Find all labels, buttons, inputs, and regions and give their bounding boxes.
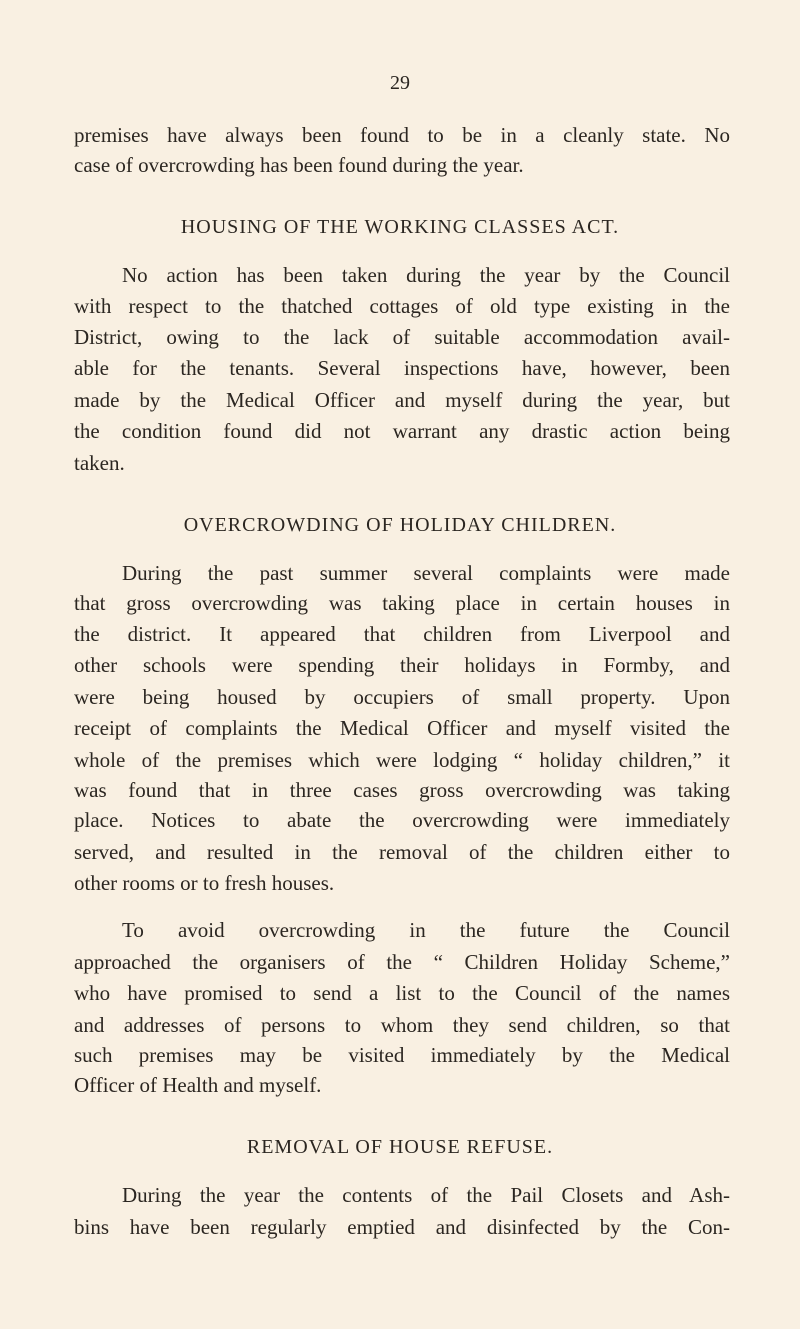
paragraph-line: able for the tenants. Several inspections have, however, been — [74, 356, 730, 380]
paragraph-line: District, owing to the lack of suitable accommodation avail- — [74, 325, 730, 349]
paragraph-line: and addresses of persons to whom they send children, so that — [74, 1013, 730, 1037]
paragraph-line: No action has been taken during the year by the Council — [122, 263, 730, 287]
paragraph-line: who have promised to send a list to the Council of the names — [74, 981, 730, 1005]
paragraph-line: Officer of Health and myself. — [74, 1073, 322, 1097]
paragraph-line: During the year the contents of the Pail Closets and Ash- — [122, 1183, 730, 1207]
paragraph-line: case of overcrowding has been found during the year. — [74, 153, 524, 177]
section-heading: REMOVAL OF HOUSE REFUSE. — [246, 1136, 554, 1158]
section-heading: HOUSING OF THE WORKING CLASSES ACT. — [180, 216, 620, 238]
paragraph-line: approached the organisers of the “ Children Holiday Scheme,” — [74, 950, 730, 974]
paragraph-line: premises have always been found to be in a cleanly state. No — [74, 123, 730, 147]
paragraph-line: was found that in three cases gross overcrowding was taking — [74, 778, 730, 802]
section-heading: OVERCROWDING OF HOLIDAY CHILDREN. — [183, 514, 617, 536]
paragraph-line: the condition found did not warrant any drastic action being — [74, 419, 730, 443]
paragraph-line: that gross overcrowding was taking place in certain houses in — [74, 591, 730, 615]
paragraph-line: bins have been regularly emptied and disinfected by the Con- — [74, 1215, 730, 1239]
paragraph-line: To avoid overcrowding in the future the Council — [122, 918, 730, 942]
paragraph-line: During the past summer several complaints were made — [122, 561, 730, 585]
paragraph-line: place. Notices to abate the overcrowding were immediately — [74, 808, 730, 832]
paragraph-line: receipt of complaints the Medical Officer and myself visited the — [74, 716, 730, 740]
page-number: 29 — [390, 72, 410, 94]
paragraph-line: whole of the premises which were lodging “ holiday children,” it — [74, 748, 730, 772]
paragraph-line: made by the Medical Officer and myself during the year, but — [74, 388, 730, 412]
paragraph-line: served, and resulted in the removal of the children either to — [74, 840, 730, 864]
paragraph-line: the district. It appeared that children from Liverpool and — [74, 622, 730, 646]
paragraph-line: other schools were spending their holidays in Formby, and — [74, 653, 730, 677]
paragraph-line: were being housed by occupiers of small property. Upon — [74, 685, 730, 709]
paragraph-line: such premises may be visited immediately by the Medical — [74, 1043, 730, 1067]
paragraph-line: with respect to the thatched cottages of old type existing in the — [74, 294, 730, 318]
paragraph-line: taken. — [74, 451, 125, 475]
paragraph-line: other rooms or to fresh houses. — [74, 871, 335, 895]
